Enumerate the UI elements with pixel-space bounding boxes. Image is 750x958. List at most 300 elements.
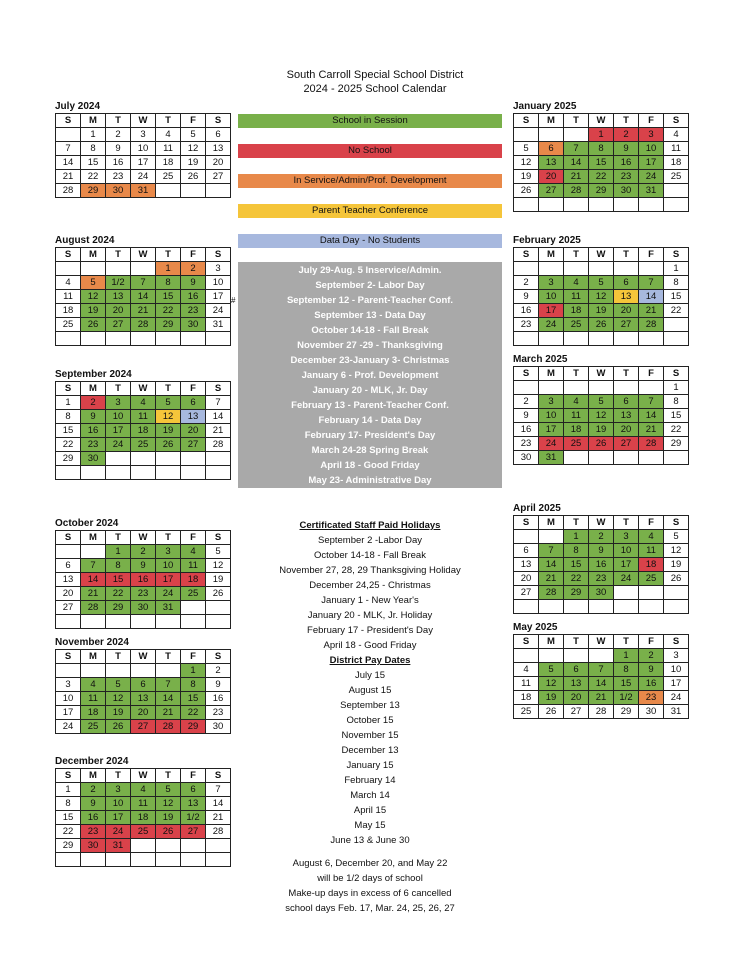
day-cell: 5	[206, 545, 231, 559]
week-row	[56, 318, 231, 332]
day-cell: 3	[106, 783, 131, 797]
day-cell	[564, 332, 589, 346]
day-cell: 19	[156, 424, 181, 438]
weekday-header: F	[181, 382, 206, 396]
day-cell: 9	[514, 409, 539, 423]
day-cell: 23	[514, 437, 539, 451]
month-name: March 2025	[513, 354, 568, 365]
month-grid	[513, 247, 689, 346]
pay-dates-heading: District Pay Dates	[329, 655, 411, 666]
day-cell: 30	[514, 451, 539, 465]
day-cell: 18	[664, 156, 689, 170]
day-cell	[206, 853, 231, 867]
weekday-header: T	[564, 248, 589, 262]
day-cell: 6	[181, 783, 206, 797]
week-row	[514, 437, 689, 451]
month-november-2024	[55, 637, 231, 734]
day-cell	[539, 262, 564, 276]
day-cell: 10	[539, 409, 564, 423]
day-cell: 10	[206, 276, 231, 290]
weekday-header: M	[81, 248, 106, 262]
day-cell: 28	[639, 437, 664, 451]
day-cell: 24	[106, 438, 131, 452]
staff-info	[238, 518, 502, 916]
day-cell	[181, 615, 206, 629]
day-cell	[106, 332, 131, 346]
day-cell: 5	[589, 276, 614, 290]
week-row	[56, 424, 231, 438]
day-cell: 7	[539, 544, 564, 558]
key-date-item: March 24-28 Spring Break	[311, 445, 429, 456]
day-cell	[589, 649, 614, 663]
day-cell	[206, 839, 231, 853]
month-grid	[513, 113, 689, 212]
day-cell: 28	[639, 318, 664, 332]
day-cell: 8	[56, 797, 81, 811]
day-cell: 2	[181, 262, 206, 276]
day-cell: 17	[156, 573, 181, 587]
day-cell: 23	[106, 170, 131, 184]
week-row	[56, 156, 231, 170]
day-cell: 30	[206, 720, 231, 734]
week-row	[514, 184, 689, 198]
day-cell	[106, 262, 131, 276]
day-cell: 9	[131, 559, 156, 573]
key-date-item: September 2- Labor Day	[315, 280, 425, 291]
day-cell	[539, 198, 564, 212]
day-cell: 8	[589, 142, 614, 156]
day-cell: 6	[131, 678, 156, 692]
day-cell: 4	[639, 530, 664, 544]
day-cell: 10	[639, 142, 664, 156]
day-cell: 14	[564, 156, 589, 170]
week-row	[514, 423, 689, 437]
day-cell: 16	[589, 558, 614, 572]
month-grid	[55, 649, 231, 734]
pay-date-item: July 15	[354, 670, 386, 681]
day-cell: 1	[564, 530, 589, 544]
day-cell	[156, 615, 181, 629]
calendar-title	[0, 68, 750, 96]
month-october-2024	[55, 518, 231, 629]
weekday-header: T	[156, 248, 181, 262]
day-cell	[639, 332, 664, 346]
day-cell: 27	[206, 170, 231, 184]
day-cell: 3	[106, 396, 131, 410]
day-cell	[56, 466, 81, 480]
weekday-header: M	[539, 635, 564, 649]
day-cell: 20	[614, 423, 639, 437]
day-cell: 8	[564, 544, 589, 558]
month-january-2025	[513, 101, 689, 212]
day-cell: 21	[639, 304, 664, 318]
weekday-header: M	[539, 367, 564, 381]
day-cell	[56, 128, 81, 142]
weekday-header: S	[56, 382, 81, 396]
week-row	[56, 692, 231, 706]
month-may-2025	[513, 622, 689, 719]
day-cell: 27	[614, 437, 639, 451]
day-cell	[81, 853, 106, 867]
day-cell: 1	[614, 649, 639, 663]
legend-school-in-session	[238, 114, 502, 128]
day-cell	[539, 381, 564, 395]
month-name: January 2025	[513, 101, 577, 112]
day-cell: 21	[564, 170, 589, 184]
day-cell: 12	[181, 142, 206, 156]
day-cell: 20	[539, 170, 564, 184]
day-cell	[539, 600, 564, 614]
day-cell: 12	[106, 692, 131, 706]
week-row	[514, 586, 689, 600]
day-cell: 23	[206, 706, 231, 720]
weekday-header: S	[56, 769, 81, 783]
day-cell: 13	[614, 409, 639, 423]
day-cell: 18	[181, 573, 206, 587]
day-cell: 13	[106, 290, 131, 304]
day-cell	[614, 262, 639, 276]
day-cell: 7	[206, 783, 231, 797]
day-cell: 13	[56, 573, 81, 587]
day-cell: 12	[156, 797, 181, 811]
day-cell: 25	[131, 825, 156, 839]
day-cell: 31	[206, 318, 231, 332]
day-cell: 24	[664, 691, 689, 705]
day-cell: 20	[564, 691, 589, 705]
day-cell: 30	[81, 452, 106, 466]
day-cell: 20	[56, 587, 81, 601]
day-cell: 19	[81, 304, 106, 318]
day-cell: 13	[206, 142, 231, 156]
day-cell: 30	[614, 184, 639, 198]
week-row	[56, 332, 231, 346]
month-grid	[55, 247, 231, 346]
day-cell: 22	[589, 170, 614, 184]
day-cell: 16	[639, 677, 664, 691]
weekday-header-row	[56, 769, 231, 783]
weekday-header: S	[514, 114, 539, 128]
weekday-header-row	[56, 114, 231, 128]
day-cell: 16	[81, 811, 106, 825]
weekday-header: T	[156, 531, 181, 545]
district-name: South Carroll Special School District	[286, 69, 464, 81]
weekday-header: S	[206, 382, 231, 396]
day-cell	[664, 600, 689, 614]
day-cell	[56, 664, 81, 678]
day-cell: 13	[181, 410, 206, 424]
day-cell: 11	[664, 142, 689, 156]
day-cell: 23	[81, 825, 106, 839]
day-cell: 3	[156, 545, 181, 559]
day-cell: 27	[131, 720, 156, 734]
day-cell: 4	[56, 276, 81, 290]
weekday-header: T	[156, 114, 181, 128]
day-cell: 4	[564, 276, 589, 290]
week-row	[56, 396, 231, 410]
weekday-header: M	[539, 114, 564, 128]
day-cell: 8	[106, 559, 131, 573]
day-cell: 11	[564, 409, 589, 423]
day-cell	[56, 615, 81, 629]
day-cell: 5	[589, 395, 614, 409]
weekday-header: S	[206, 769, 231, 783]
day-cell: 28	[539, 586, 564, 600]
day-cell: 24	[639, 170, 664, 184]
holiday-item: September 2 -Labor Day	[317, 535, 423, 546]
day-cell: 8	[181, 678, 206, 692]
weekday-header: S	[664, 516, 689, 530]
day-cell: 27	[181, 438, 206, 452]
day-cell: 11	[181, 559, 206, 573]
day-cell: 12	[664, 544, 689, 558]
day-cell: 6	[539, 142, 564, 156]
day-cell: 3	[539, 395, 564, 409]
week-row	[56, 545, 231, 559]
week-row	[514, 600, 689, 614]
weekday-header: S	[56, 650, 81, 664]
day-cell: 3	[639, 128, 664, 142]
day-cell: 4	[156, 128, 181, 142]
day-cell: 2	[514, 276, 539, 290]
day-cell: 31	[156, 601, 181, 615]
weekday-header-row	[514, 635, 689, 649]
day-cell	[156, 466, 181, 480]
month-name: April 2025	[513, 503, 561, 514]
day-cell: 1	[156, 262, 181, 276]
day-cell: 26	[589, 437, 614, 451]
day-cell: 3	[206, 262, 231, 276]
day-cell	[56, 545, 81, 559]
day-cell: 5	[156, 396, 181, 410]
weekday-header: W	[589, 367, 614, 381]
day-cell: 9	[206, 678, 231, 692]
day-cell	[614, 600, 639, 614]
weekday-header-row	[56, 248, 231, 262]
key-date-item: November 27 -29 - Thanksgiving	[297, 340, 443, 351]
day-cell: 5	[664, 530, 689, 544]
day-cell	[539, 530, 564, 544]
day-cell: 18	[564, 304, 589, 318]
weekday-header: T	[614, 516, 639, 530]
day-cell	[206, 184, 231, 198]
day-cell: 4	[131, 783, 156, 797]
month-grid	[55, 768, 231, 867]
weekday-header-row	[56, 382, 231, 396]
day-cell: 9	[81, 797, 106, 811]
day-cell	[181, 853, 206, 867]
legend-parent-teacher-conference	[238, 204, 502, 218]
week-row	[56, 853, 231, 867]
day-cell: 5	[181, 128, 206, 142]
day-cell	[564, 262, 589, 276]
day-cell	[156, 839, 181, 853]
weekday-header: T	[564, 114, 589, 128]
day-cell: 29	[81, 184, 106, 198]
pay-date-item: September 13	[340, 700, 400, 711]
month-name: July 2024	[55, 101, 101, 112]
day-cell: 6	[206, 128, 231, 142]
day-cell: 29	[56, 839, 81, 853]
week-row	[56, 170, 231, 184]
day-cell: 8	[156, 276, 181, 290]
weekday-header: W	[131, 382, 156, 396]
day-cell: 29	[181, 720, 206, 734]
day-cell: 7	[81, 559, 106, 573]
weekday-header: F	[181, 769, 206, 783]
day-cell: 12	[514, 156, 539, 170]
day-cell: 17	[539, 423, 564, 437]
day-cell: 27	[514, 586, 539, 600]
day-cell	[639, 198, 664, 212]
day-cell: 12	[539, 677, 564, 691]
day-cell: 19	[539, 691, 564, 705]
week-row	[514, 691, 689, 705]
day-cell: 9	[106, 142, 131, 156]
day-cell	[589, 332, 614, 346]
week-row	[514, 318, 689, 332]
day-cell: 16	[181, 290, 206, 304]
weekday-header: S	[514, 367, 539, 381]
day-cell	[539, 128, 564, 142]
day-cell: 3	[539, 276, 564, 290]
pay-date-item: October 15	[346, 715, 394, 726]
day-cell: 5	[81, 276, 106, 290]
day-cell: 2	[514, 395, 539, 409]
day-cell	[514, 128, 539, 142]
pay-date-item: August 15	[348, 685, 392, 696]
day-cell: 1	[81, 128, 106, 142]
day-cell: 21	[131, 304, 156, 318]
day-cell: 11	[514, 677, 539, 691]
day-cell: 9	[81, 410, 106, 424]
day-cell: 18	[131, 424, 156, 438]
key-date-item: February 17- President's Day	[304, 430, 436, 441]
day-cell	[131, 615, 156, 629]
day-cell: 13	[539, 156, 564, 170]
weekday-header: M	[539, 248, 564, 262]
day-cell: 11	[156, 142, 181, 156]
week-row	[56, 128, 231, 142]
day-cell	[206, 601, 231, 615]
day-cell: 26	[664, 572, 689, 586]
month-september-2024	[55, 369, 231, 480]
day-cell: 1	[56, 783, 81, 797]
week-row	[56, 466, 231, 480]
day-cell	[564, 198, 589, 212]
week-row	[514, 544, 689, 558]
day-cell: 22	[664, 423, 689, 437]
day-cell	[156, 664, 181, 678]
day-cell: 26	[156, 825, 181, 839]
day-cell: 23	[81, 438, 106, 452]
day-cell: 14	[81, 573, 106, 587]
weekday-header-row	[514, 114, 689, 128]
weekday-header: T	[106, 650, 131, 664]
day-cell	[664, 184, 689, 198]
note-line: August 6, December 20, and May 22	[292, 858, 448, 869]
day-cell: 6	[614, 276, 639, 290]
weekday-header: W	[589, 248, 614, 262]
day-cell	[156, 452, 181, 466]
weekday-header: S	[56, 248, 81, 262]
day-cell: 14	[206, 797, 231, 811]
week-row	[56, 290, 231, 304]
pay-date-item: March 14	[350, 790, 390, 801]
day-cell: 1	[664, 381, 689, 395]
weekday-header: T	[564, 635, 589, 649]
weekday-header: F	[181, 650, 206, 664]
weekday-header: M	[81, 650, 106, 664]
week-row	[514, 451, 689, 465]
day-cell	[131, 332, 156, 346]
pay-date-item: December 13	[341, 745, 399, 756]
day-cell: 10	[56, 692, 81, 706]
month-name: August 2024	[55, 235, 115, 246]
month-july-2024	[55, 101, 231, 198]
day-cell: 25	[81, 720, 106, 734]
weekday-header: S	[514, 248, 539, 262]
day-cell: 24	[156, 587, 181, 601]
notes	[238, 856, 502, 916]
weekday-header: T	[564, 367, 589, 381]
day-cell: 10	[131, 142, 156, 156]
day-cell: 21	[639, 423, 664, 437]
week-row	[514, 332, 689, 346]
day-cell: 26	[514, 184, 539, 198]
day-cell: 25	[564, 437, 589, 451]
day-cell	[589, 262, 614, 276]
day-cell	[81, 545, 106, 559]
day-cell: 21	[206, 424, 231, 438]
weekday-header: T	[106, 531, 131, 545]
day-cell: 31	[106, 839, 131, 853]
day-cell: 27	[539, 184, 564, 198]
day-cell: 22	[181, 706, 206, 720]
day-cell	[131, 853, 156, 867]
day-cell: 17	[614, 558, 639, 572]
day-cell: 22	[106, 587, 131, 601]
day-cell	[181, 452, 206, 466]
week-row	[514, 663, 689, 677]
key-date-item: February 13 - Parent-Teacher Conf.	[291, 400, 449, 411]
day-cell: 8	[664, 276, 689, 290]
day-cell: 15	[564, 558, 589, 572]
day-cell: 17	[639, 156, 664, 170]
day-cell: 29	[56, 452, 81, 466]
day-cell: 27	[564, 705, 589, 719]
holiday-item: February 17 - President's Day	[307, 625, 433, 636]
day-cell: 16	[614, 156, 639, 170]
day-cell: 25	[131, 438, 156, 452]
day-cell	[614, 332, 639, 346]
day-cell: 16	[131, 573, 156, 587]
weekday-header: S	[514, 635, 539, 649]
day-cell: 17	[206, 290, 231, 304]
day-cell: 7	[589, 663, 614, 677]
day-cell: 17	[106, 811, 131, 825]
day-cell: 30	[106, 184, 131, 198]
month-grid	[513, 515, 689, 614]
week-row	[56, 720, 231, 734]
legend-label: In Service/Admin/Prof. Development	[293, 175, 447, 186]
pay-date-item: February 14	[344, 775, 396, 786]
day-cell: 16	[514, 304, 539, 318]
day-cell	[56, 262, 81, 276]
day-cell: 29	[614, 705, 639, 719]
day-cell: 28	[206, 438, 231, 452]
day-cell: 15	[181, 692, 206, 706]
day-cell: 28	[589, 705, 614, 719]
